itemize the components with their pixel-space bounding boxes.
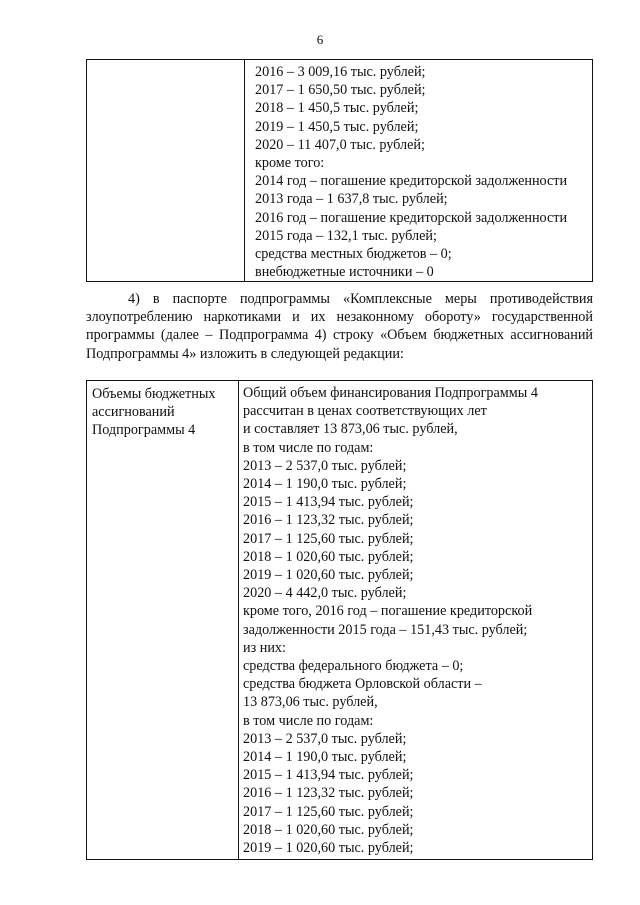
table-cell-row-label [87, 381, 239, 860]
table-line: 2019 – 1 020,60 тыс. рублей; [243, 840, 414, 857]
row-label-line: Подпрограммы 4 [92, 422, 196, 439]
table-line: 2018 – 1 450,5 тыс. рублей; [255, 100, 419, 117]
table-line: в том числе по годам: [243, 439, 374, 456]
table-line: 2014 – 1 190,0 тыс. рублей; [243, 476, 407, 493]
table-line: 2019 – 1 450,5 тыс. рублей; [255, 118, 419, 135]
amendment-paragraph: 4) в паспорте подпрограммы «Комплексные меры противодействия злоупотреблению наркотиками и их незаконному обороту» государственной программы (далее – Подпрограмма 4) строку «Объем бюджетных ассигнований Подпрограммы 4» изложить в следующей редакции: [86, 291, 593, 362]
table-line: кроме того, 2016 год – погашение кредиторской [243, 603, 533, 620]
table-line: 2018 – 1 020,60 тыс. рублей; [243, 821, 414, 838]
table-line: 13 873,06 тыс. рублей, [243, 694, 378, 711]
table-line: 2015 – 1 413,94 тыс. рублей; [243, 494, 414, 511]
table-line: 2014 год – погашение кредиторской задолженности [255, 173, 568, 190]
table-line: 2020 – 11 407,0 тыс. рублей; [255, 136, 425, 153]
funding-table-continued [86, 59, 593, 282]
table-line: рассчитан в ценах соответствующих лет [243, 403, 487, 420]
table-line: 2016 год – погашение кредиторской задолженности [255, 209, 568, 226]
table-row [87, 60, 593, 282]
table-line: 2017 – 1 125,60 тыс. рублей; [243, 803, 414, 820]
table-cell-empty [87, 60, 245, 282]
table-line: 2013 года – 1 637,8 тыс. рублей; [255, 191, 448, 208]
table-row [87, 381, 593, 860]
table-line: 2013 – 2 537,0 тыс. рублей; [243, 730, 407, 747]
table-line: 2016 – 3 009,16 тыс. рублей; [255, 64, 426, 80]
table-line: кроме того: [255, 155, 325, 172]
table-line: и составляет 13 873,06 тыс. рублей, [243, 421, 458, 438]
row-label-line: ассигнований [92, 404, 175, 421]
row-label-line: Объемы бюджетных [92, 386, 216, 402]
table-line: 2020 – 4 442,0 тыс. рублей; [243, 585, 407, 602]
table-line: 2013 – 2 537,0 тыс. рублей; [243, 457, 407, 474]
table-cell-funding-details [245, 60, 593, 282]
table-line: средства федерального бюджета – 0; [243, 658, 464, 675]
table-line: средства местных бюджетов – 0; [255, 246, 452, 263]
table-line: 2016 – 1 123,32 тыс. рублей; [243, 512, 414, 529]
table-line: 2015 – 1 413,94 тыс. рублей; [243, 767, 414, 784]
table-cell-funding-details [239, 381, 593, 860]
table-line: 2015 года – 132,1 тыс. рублей; [255, 227, 437, 244]
table-line: внебюджетные источники – 0 [255, 264, 434, 281]
table-line: 2014 – 1 190,0 тыс. рублей; [243, 749, 407, 766]
table-line: Общий объем финансирования Подпрограммы 4 [243, 385, 538, 401]
table-line: 2019 – 1 020,60 тыс. рублей; [243, 567, 414, 584]
table-line: 2018 – 1 020,60 тыс. рублей; [243, 548, 414, 565]
table-line: средства бюджета Орловской области – [243, 676, 482, 693]
table-line: из них: [243, 639, 286, 656]
table-line: 2017 – 1 650,50 тыс. рублей; [255, 82, 426, 99]
table-line: задолженности 2015 года – 151,43 тыс. рублей; [243, 621, 528, 638]
subprogram-4-funding-table [86, 380, 593, 860]
table-line: 2016 – 1 123,32 тыс. рублей; [243, 785, 414, 802]
table-line: в том числе по годам: [243, 712, 374, 729]
table-line: 2017 – 1 125,60 тыс. рублей; [243, 530, 414, 547]
page-number: 6 [316, 32, 324, 47]
